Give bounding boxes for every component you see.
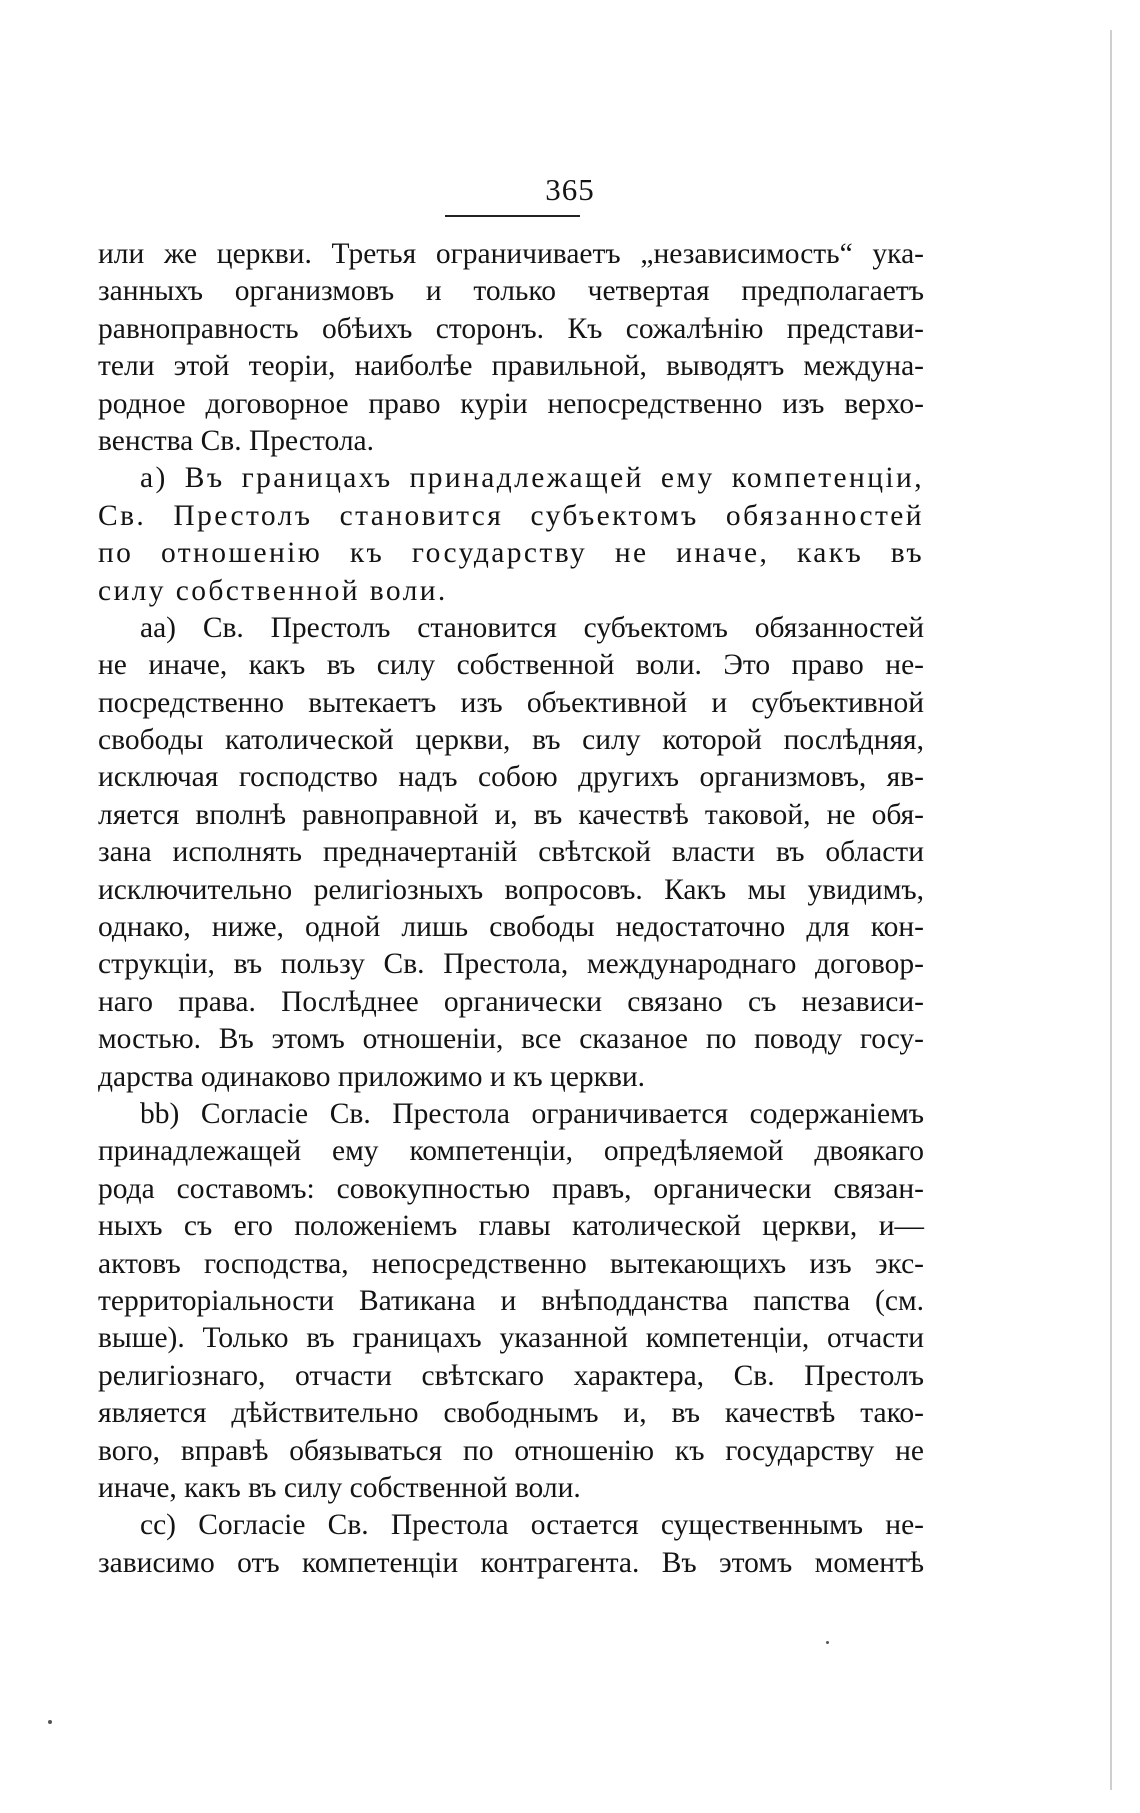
text-line: зависимо отъ компетенціи контрагента. Въ этомъ моментѣ [98,1546,924,1579]
page-number: 365 [545,172,595,207]
scan-speck [826,1641,829,1644]
text-line: посредственно вытекаетъ изъ объективной и субъективной [98,686,924,719]
text-line: a) Въ границахъ принадлежащей ему компетенціи, [140,462,924,495]
paragraph [98,1096,924,1507]
body-text [98,236,924,1582]
text-line: религіознаго, отчасти свѣтскаго характера, Св. Престолъ [98,1359,924,1392]
text-line: cc) Согласіе Св. Престола остается существеннымъ не- [140,1509,924,1542]
text-line: вого, вправѣ обязываться по отношенію къ государству не [98,1434,924,1467]
text-line: ныхъ съ его положеніемъ главы католической церкви, и— [98,1210,924,1243]
text-line: aa) Св. Престолъ становится субъектомъ обязанностей [140,611,924,644]
text-line: тели этой теоріи, наиболѣе правильной, выводятъ междуна- [98,350,924,383]
page-edge-rule [1110,30,1112,1790]
text-line: дарства одинаково приложимо и къ церкви. [98,1060,646,1093]
paragraph [98,236,924,460]
text-line: рода составомъ: совокупностью правъ, органически связан- [98,1172,924,1205]
text-line: не иначе, какъ въ силу собственной воли. Это право не- [98,649,924,682]
scan-speck [48,1720,52,1724]
text-line: равноправность обѣихъ сторонъ. Къ сожалѣнію представи- [98,312,924,345]
text-line: занныхъ организмовъ и только четвертая предполагаетъ [98,275,924,308]
text-line: ляется вполнѣ равноправной и, въ качествѣ таковой, не обя- [98,798,924,831]
text-line: является дѣйствительно свободнымъ и, въ качествѣ тако- [98,1397,924,1430]
text-line: выше). Только въ границахъ указанной компетенціи, отчасти [98,1322,924,1355]
text-line: наго права. Послѣднее органически связано съ независи- [98,985,924,1018]
text-line: силу собственной воли. [98,574,448,607]
text-line: однако, ниже, одной лишь свободы недостаточно для кон- [98,911,924,944]
paragraph [98,1507,924,1582]
text-line: принадлежащей ему компетенціи, опредѣляемой двоякаго [98,1135,924,1168]
text-line: иначе, какъ въ силу собственной воли. [98,1471,581,1504]
text-line: мостью. Въ этомъ отношеніи, все сказаное по поводу госу- [98,1023,924,1056]
text-line: Св. Престолъ становится субъектомъ обязанностей [98,499,924,532]
text-line: по отношенію къ государству не иначе, какъ въ [98,537,924,570]
text-line: исключительно религіозныхъ вопросовъ. Какъ мы увидимъ, [98,873,924,906]
text-line: свободы католической церкви, въ силу которой послѣдняя, [98,724,924,757]
text-line: зана исполнять предначертаній свѣтской власти въ области [98,836,924,869]
text-line: исключая господство надъ собою другихъ организмовъ, яв- [98,761,924,794]
text-line: родное договорное право куріи непосредственно изъ верхо- [98,387,924,420]
paragraph [98,460,924,610]
text-line: актовъ господства, непосредственно вытекающихъ изъ экс- [98,1247,924,1280]
paragraph [98,610,924,1096]
page-number-rule [445,215,580,217]
text-line: или же церкви. Третья ограничиваетъ „независимость“ ука- [98,238,924,270]
text-line: bb) Согласіе Св. Престола ограничивается содержаніемъ [140,1097,924,1130]
text-line: венства Св. Престола. [98,424,375,457]
text-line: струкціи, въ пользу Св. Престола, международнаго договор- [98,948,924,981]
text-line: территоріальности Ватикана и внѣподданства папства (см. [98,1284,924,1317]
